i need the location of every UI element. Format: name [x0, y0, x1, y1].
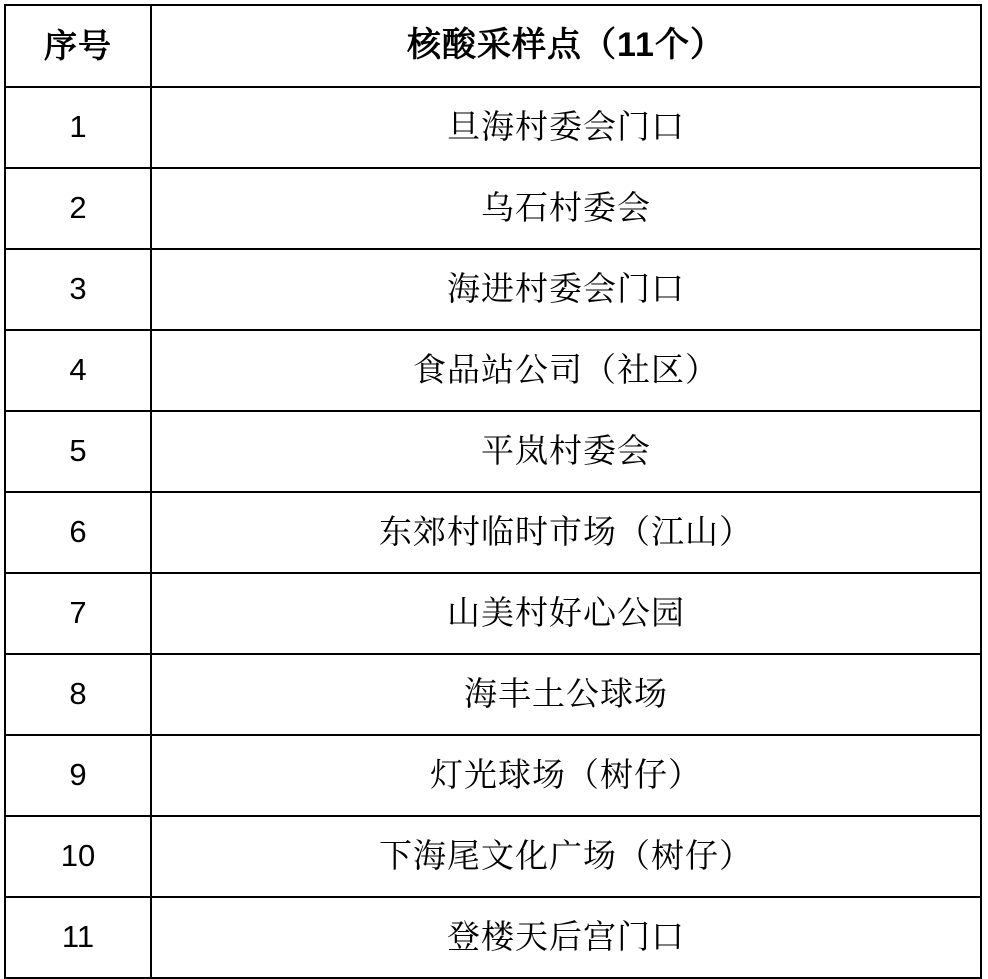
cell-index: 9 [5, 735, 151, 816]
cell-index: 11 [5, 897, 151, 978]
cell-site: 灯光球场（树仔） [151, 735, 981, 816]
cell-site: 东郊村临时市场（江山） [151, 492, 981, 573]
table-row [5, 573, 981, 654]
table-row [5, 897, 981, 978]
column-header-site: 核酸采样点（11个） [151, 5, 981, 87]
cell-index: 1 [5, 87, 151, 168]
cell-index: 8 [5, 654, 151, 735]
cell-site: 平岚村委会 [151, 411, 981, 492]
nucleic-acid-sampling-table [4, 4, 982, 979]
cell-site: 下海尾文化广场（树仔） [151, 816, 981, 897]
column-header-index: 序号 [5, 5, 151, 87]
table-body [5, 87, 981, 978]
cell-site: 乌石村委会 [151, 168, 981, 249]
cell-site: 海进村委会门口 [151, 249, 981, 330]
cell-site: 登楼天后宫门口 [151, 897, 981, 978]
table-row [5, 168, 981, 249]
table-header-row [5, 5, 981, 87]
cell-index: 6 [5, 492, 151, 573]
cell-site: 海丰土公球场 [151, 654, 981, 735]
table-row [5, 330, 981, 411]
table-row [5, 735, 981, 816]
cell-index: 7 [5, 573, 151, 654]
cell-index: 4 [5, 330, 151, 411]
cell-index: 5 [5, 411, 151, 492]
cell-site: 食品站公司（社区） [151, 330, 981, 411]
cell-index: 2 [5, 168, 151, 249]
table-row [5, 816, 981, 897]
cell-index: 3 [5, 249, 151, 330]
table-row [5, 492, 981, 573]
table-header [5, 5, 981, 87]
cell-site: 山美村好心公园 [151, 573, 981, 654]
table-row [5, 654, 981, 735]
table-row [5, 87, 981, 168]
cell-site: 旦海村委会门口 [151, 87, 981, 168]
table-row [5, 411, 981, 492]
cell-index: 10 [5, 816, 151, 897]
table-row [5, 249, 981, 330]
